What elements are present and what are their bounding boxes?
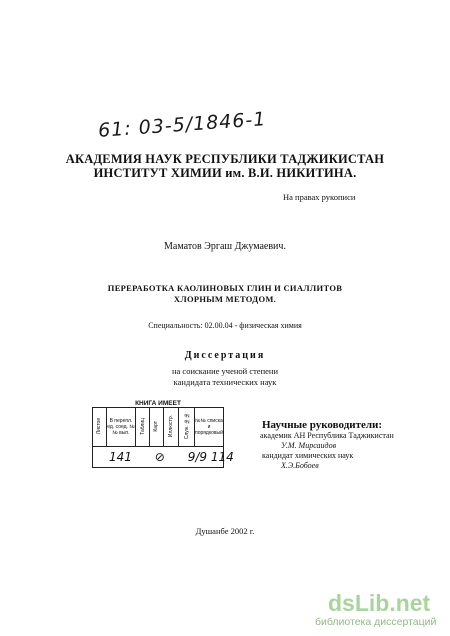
title-line-1: ПЕРЕРАБОТКА КАОЛИНОВЫХ ГЛИН И СИАЛЛИТОВ — [107, 283, 343, 293]
author-name: Маматов Эргаш Джумаевич. — [164, 241, 286, 252]
stamp-col-bound: В перепл. ед. соед. №№ вып. — [107, 418, 135, 436]
supervisor-1-title: академик АН Республика Таджикистан — [260, 431, 394, 440]
stamp-header: КНИГА ИМЕЕТ — [135, 400, 181, 407]
work-type: Диссертация — [184, 350, 266, 361]
stamp-col-list: №№ списка и порядковый — [195, 418, 223, 436]
watermark-brand: dsLib.net — [328, 590, 431, 616]
specialty-line: Специальность: 02.00.04 - физическая химия — [148, 321, 302, 330]
supervisors-heading: Научные руководители: — [262, 419, 383, 431]
stamp-col-sheets: Листов — [96, 417, 103, 435]
stamp-table — [92, 407, 224, 447]
stamp-col-maps: Карт — [153, 420, 160, 432]
degree-line-2: кандидата технических наук — [173, 377, 277, 387]
supervisor-1-name: У.М. Мирсаидов — [281, 441, 337, 450]
degree-line-1: на соискание ученой степени — [171, 366, 278, 376]
watermark-subtitle: библиотека диссертаций — [315, 616, 437, 628]
watermark-logo — [328, 590, 430, 617]
org-line-1: АКАДЕМИЯ НАУК РЕСПУБЛИКИ ТАДЖИКИСТАН — [65, 152, 385, 166]
city-year: Душанбе 2002 г. — [195, 526, 255, 536]
stamp-col-tables: Таблиц — [139, 417, 146, 435]
rights-note: На правах рукописи — [283, 192, 356, 202]
stamp-col-service: Служ. №№ — [183, 412, 190, 440]
stamp-col-illustr: Иллюстр. — [168, 414, 175, 438]
stamp-handwritten: 141 ⊘ 9/9 114 — [92, 447, 224, 468]
archive-number: 61: 03-5/1846-1 — [97, 108, 268, 142]
org-line-2: ИНСТИТУТ ХИМИИ им. В.И. НИКИТИНА. — [93, 166, 357, 180]
supervisor-2-title: кандидат химических наук — [262, 451, 354, 460]
title-line-2: ХЛОРНЫМ МЕТОДОМ. — [173, 294, 277, 304]
supervisor-2-name: Х.Э.Бобоев — [281, 461, 319, 470]
library-stamp — [92, 400, 234, 468]
